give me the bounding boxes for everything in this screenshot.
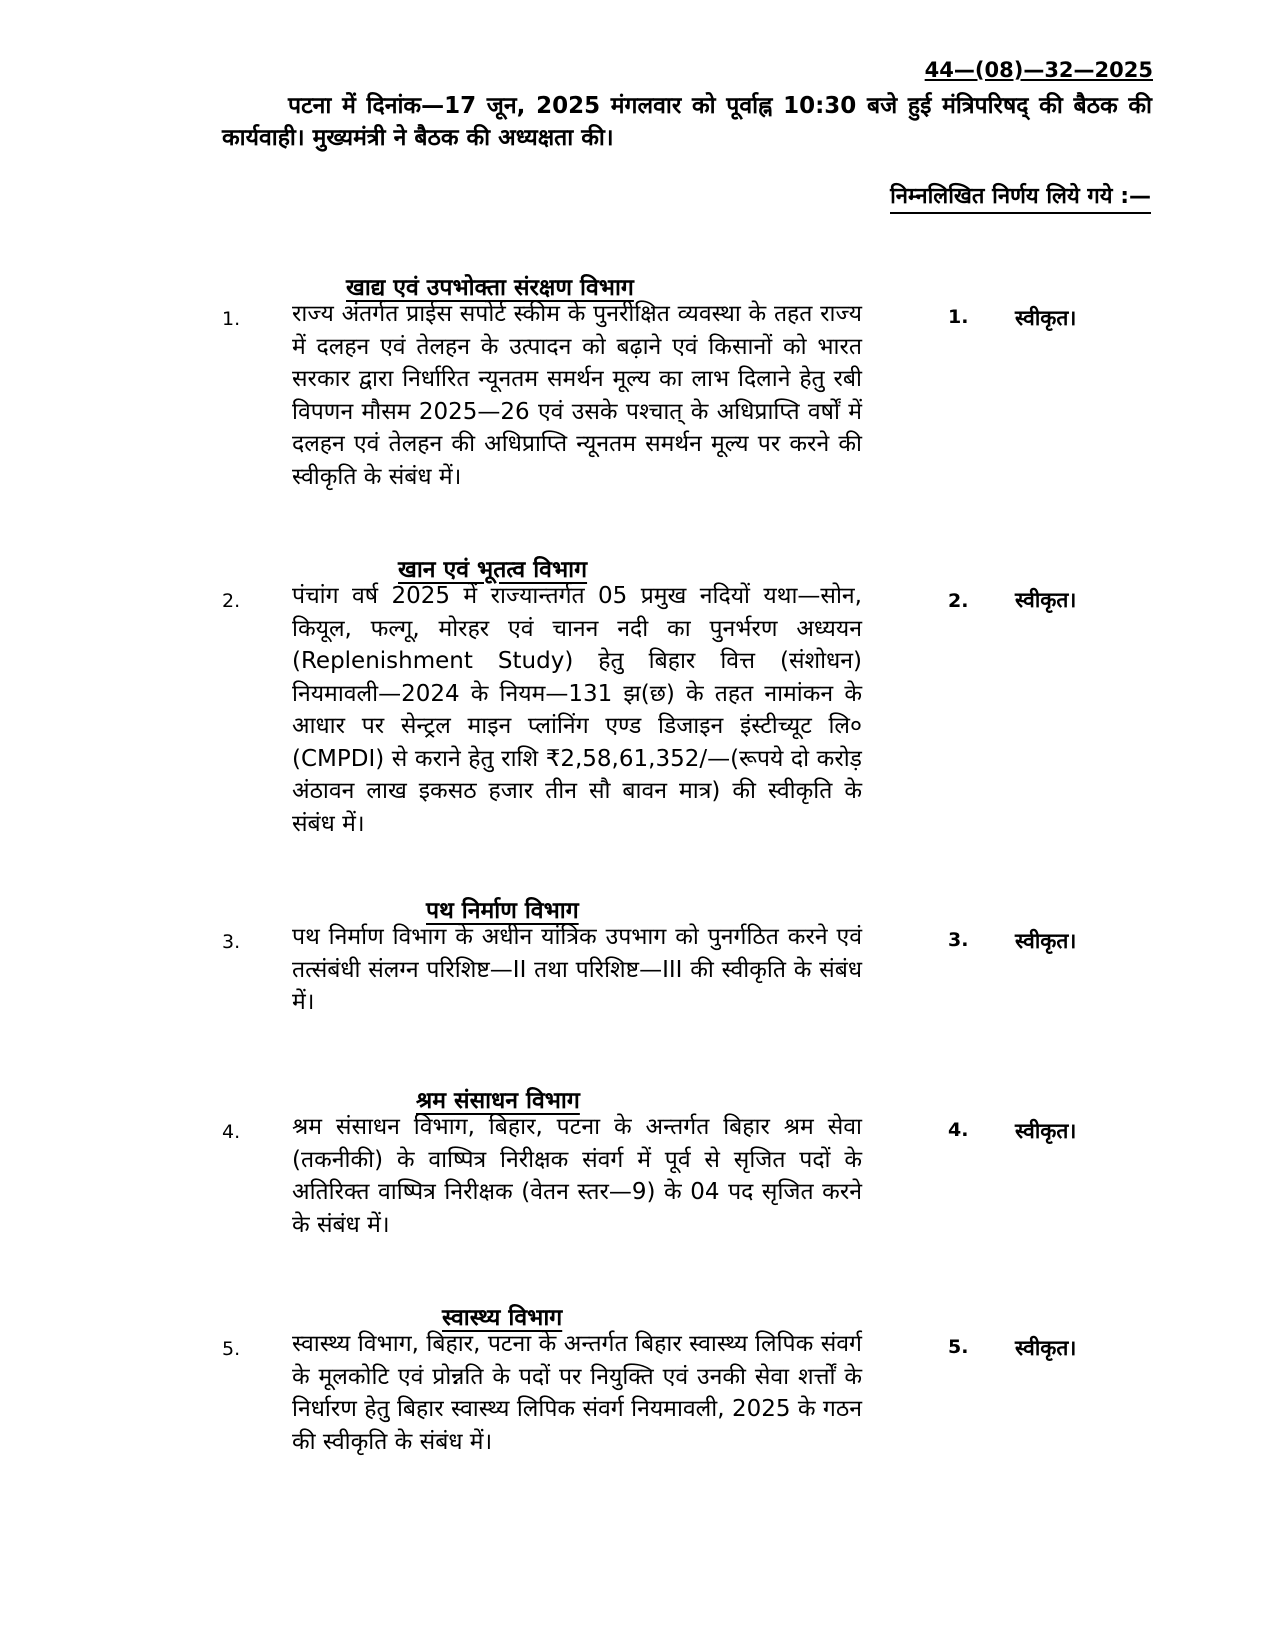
item-number: 2. — [222, 590, 241, 612]
result-number: 3. — [948, 929, 969, 951]
item-text: राज्य अंतर्गत प्राईस सपोर्ट स्कीम के पुनरीक्षित व्यवस्था के तहत राज्य में दलहन एवं तेलहन के उत्पादन को बढ़ाने एवं किसानों को भारत सरकार द्वारा निर्धारित न्यूनतम समर्थन मूल्य का लाभ दिलाने हेतु रबी विपणन मौसम 2025—26 एवं उसके पश्चात् के अधिप्राप्ति वर्षों में दलहन एवं तेलहन की अधिप्राप्ति न्यूनतम समर्थन मूल्य पर करने की स्वीकृति के संबंध में। — [292, 301, 862, 490]
result-status: स्वीकृत। — [1015, 306, 1077, 330]
item-text: पंचांग वर्ष 2025 में राज्यान्तर्गत 05 प्रमुख नदियों यथा—सोन, कियूल, फल्गू, मोरहर एवं चानन नदी का पुनर्भरण अध्ययन (Replenishment Study) हेतु बिहार वित्त (संशोधन) नियमावली—2024 के नियम—131 झ(छ) के तहत नामांकन के आधार पर सेन्ट्रल माइन प्लांनिंग एण्ड डिजाइन इंस्टीच्यूट लि० (CMPDI) से कराने हेतु राशि ₹2,58,61,352/—(रूपये दो करोड़ अंठावन लाख इकसठ हजार तीन सौ बावन मात्र) की स्वीकृति के संबंध में। — [292, 583, 862, 837]
item-number: 4. — [222, 1121, 241, 1143]
meeting-intro: पटना में दिनांक—17 जून, 2025 मंगलवार को पूर्वाह्न 10:30 बजे हुई मंत्रिपरिषद् की बैठक की कार्यवाही। मुख्यमंत्री ने बैठक की अध्यक्षता की। — [222, 93, 1152, 151]
department-heading: खाद्य एवं उपभोक्ता संरक्षण विभाग — [346, 275, 634, 301]
result-status: स्वीकृत। — [1015, 588, 1077, 612]
item-text: स्वास्थ्य विभाग, बिहार, पटना के अन्तर्गत बिहार स्वास्थ्य लिपिक संवर्ग के मूलकोटि एवं प्रोन्नति के पदों पर नियुक्ति एवं उनकी सेवा शर्त्तों के निर्धारण हेतु बिहार स्वास्थ्य लिपिक संवर्ग नियमावली, 2025 के गठन की स्वीकृति के संबंध में। — [292, 1331, 862, 1455]
department-heading: खान एवं भूतत्व विभाग — [398, 557, 588, 583]
result-status: स्वीकृत। — [1015, 1119, 1077, 1143]
item-text: श्रम संसाधन विभाग, बिहार, पटना के अन्तर्गत बिहार श्रम सेवा (तकनीकी) के वाष्पित्र निरीक्षक संवर्ग में पूर्व से सृजित पदों के अतिरिक्त वाष्पित्र निरीक्षक (वेतन स्तर—9) के 04 पद सृजित करने के संबंध में। — [292, 1114, 862, 1238]
result-number: 5. — [948, 1336, 969, 1358]
result-number: 4. — [948, 1119, 969, 1141]
result-number: 1. — [948, 306, 969, 328]
document-reference-number: 44—(08)—32—2025 — [924, 58, 1153, 82]
result-status: स्वीकृत। — [1015, 1336, 1077, 1360]
item-text: पथ निर्माण विभाग के अधीन यांत्रिक उपभाग को पुनर्गठित करने एवं तत्संबंधी संलग्न परिशिष्ट—II तथा परिशिष्ट—III की स्वीकृति के संबंध में। — [292, 924, 862, 1015]
decisions-heading: निम्नलिखित निर्णय लिये गये :— — [890, 180, 1151, 214]
item-number: 5. — [222, 1338, 241, 1360]
department-heading: पथ निर्माण विभाग — [426, 898, 579, 924]
result-status: स्वीकृत। — [1015, 929, 1077, 953]
department-heading: श्रम संसाधन विभाग — [416, 1088, 580, 1114]
result-number: 2. — [948, 590, 969, 612]
item-number: 1. — [222, 308, 241, 330]
item-number: 3. — [222, 931, 241, 953]
department-heading: स्वास्थ्य विभाग — [442, 1305, 563, 1331]
